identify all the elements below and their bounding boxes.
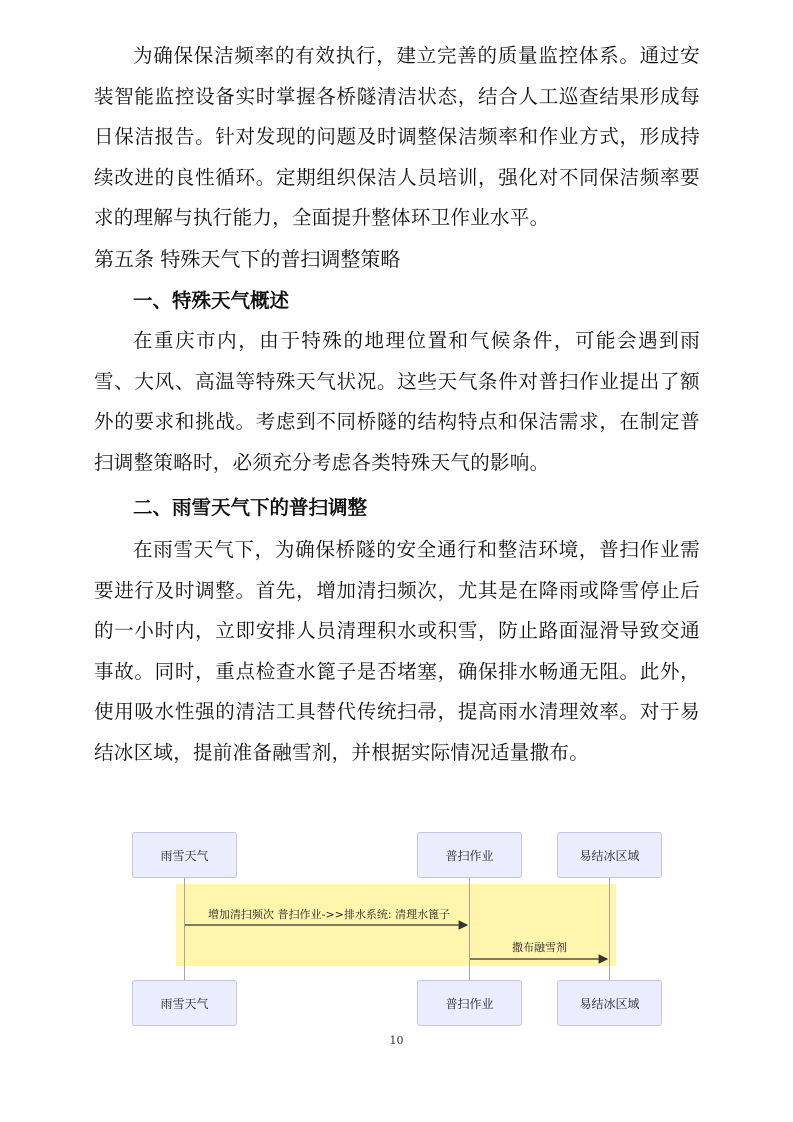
paragraph-rain-snow-adjustment: 在雨雪天气下，为确保桥隧的安全通行和整洁环境，普扫作业需要进行及时调整。首先，增加清扫频次，尤其是在降雨或降雪停止后的一小时内，立即安排人员清理积水或积雪，防止路面湿滑导致交通事故。同时，重点检查水篦子是否堵塞，确保排水畅通无阻。此外，使用吸水性强的清洁工具替代传统扫帚，提高雨水清理效率。对于易结冰区域，提前准备融雪剂，并根据实际情况适量撒布。: [94, 538, 700, 764]
actor-rain-snow-bottom: 雨雪天气: [132, 980, 237, 1026]
message-label-increase-frequency: 增加清扫频次 普扫作业->>排水系统: 清理水篦子: [208, 908, 451, 921]
paragraph-weather-overview: 在重庆市内，由于特殊的地理位置和气候条件，可能会遇到雨雪、大风、高温等特殊天气状况。这些天气条件对普扫作业提出了额外的要求和挑战。考虑到不同桥隧的结构特点和保洁需求，在制定普扫调整策略时，必须充分考虑各类特殊天气的影响。: [94, 329, 700, 474]
message-label-spread-deicer: 撒布融雪剂: [512, 941, 567, 954]
section-heading-overview: 一、特殊天气概述: [133, 289, 290, 312]
section-heading-rain-snow: 二、雨雪天气下的普扫调整: [133, 496, 368, 519]
actor-icy-area-top: 易结冰区域: [557, 832, 662, 878]
paragraph-quality-monitoring: 为确保保洁频率的有效执行，建立完善的质量监控体系。通过安装智能监控设备实时掌握各桥隧清洁状态，结合人工巡查结果形成每日保洁报告。针对发现的问题及时调整保洁频率和作业方式，形成持续改进的良性循环。定期组织保洁人员培训，强化对不同保洁频率要求的理解与执行能力，全面提升整体环卫作业水平。: [94, 44, 700, 229]
actor-icy-area-bottom: 易结冰区域: [557, 980, 662, 1026]
actor-rain-snow-top: 雨雪天气: [132, 832, 237, 878]
article-heading: 第五条 特殊天气下的普扫调整策略: [94, 247, 401, 271]
message-arrows: [0, 820, 793, 1030]
actor-sweeping-bottom: 普扫作业: [417, 980, 522, 1026]
actor-sweeping-top: 普扫作业: [417, 832, 522, 878]
sequence-diagram: [0, 820, 793, 1030]
page-number: 10: [389, 1034, 404, 1047]
